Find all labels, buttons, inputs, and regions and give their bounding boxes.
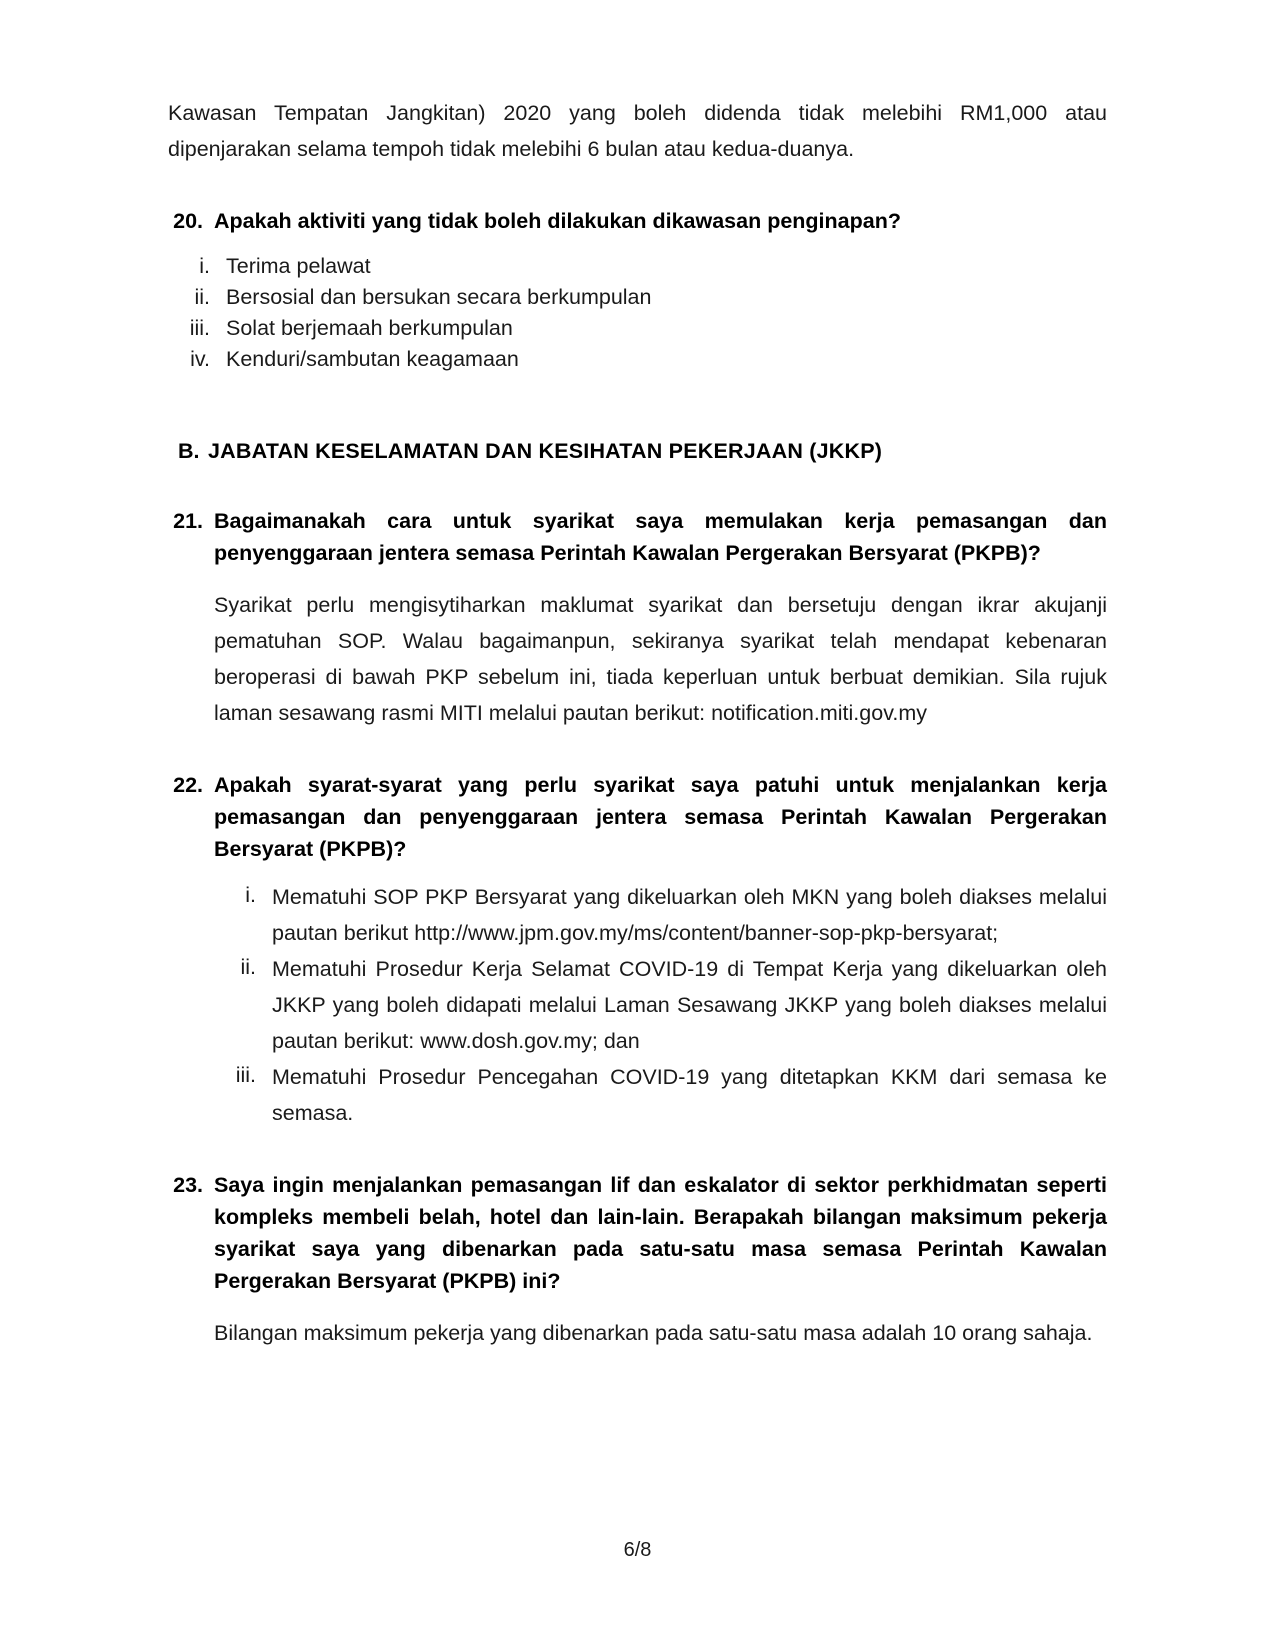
list-text: Mematuhi Prosedur Kerja Selamat COVID-19 di Tempat Kerja yang dikeluarkan oleh JKKP yang boleh didapati melalui Laman Sesawang JKKP yang boleh diakses melalui pautan berikut: www.dosh.gov.my; dan (272, 957, 1107, 1053)
list-marker: iii. (189, 316, 210, 340)
question-21-answer: Syarikat perlu mengisytiharkan maklumat syarikat dan bersetuju dengan ikrar akujanji pematuhan SOP. Walau bagaimanpun, sekiranya syarikat telah mendapat kebenaran beroperasi di bawah PKP sebelum ini, tiada keperluan untuk berbuat demikian. Sila rujuk laman sesawang rasmi MITI melalui pautan berikut: notification.miti.gov.my (214, 593, 1107, 725)
list-text: Mematuhi Prosedur Pencegahan COVID-19 yang ditetapkan KKM dari semasa ke semasa. (272, 1065, 1107, 1125)
question-22 (168, 769, 1107, 865)
question-number: 23. (173, 1173, 203, 1197)
question-text: Bagaimanakah cara untuk syarikat saya memulakan kerja pemasangan dan penyenggaraan jentera semasa Perintah Kawalan Pergerakan Bersyarat (PKPB)? (214, 509, 1107, 565)
question-23-answer: Bilangan maksimum pekerja yang dibenarkan pada satu-satu masa adalah 10 orang sahaja. (214, 1321, 1093, 1345)
question-22-list (214, 879, 1107, 1131)
question-text: Saya ingin menjalankan pemasangan lif dan eskalator di sektor perkhidmatan seperti kompleks membeli belah, hotel dan lain-lain. Berapakah bilangan maksimum pekerja syarikat saya yang dibenarkan pada satu-satu masa semasa Perintah Kawalan Pergerakan Bersyarat (PKPB) ini? (214, 1173, 1107, 1293)
list-text: Mematuhi SOP PKP Bersyarat yang dikeluarkan oleh MKN yang boleh diakses melalui pautan berikut http://www.jpm.gov.my/ms/content/banner-sop-pkp-bersyarat; (272, 885, 1107, 945)
section-letter: B. (178, 439, 200, 463)
section-heading-b (178, 435, 1107, 467)
question-number: 22. (173, 773, 203, 797)
list-text: Kenduri/sambutan keagamaan (226, 347, 519, 371)
question-number: 21. (173, 509, 203, 533)
list-item (168, 313, 1107, 344)
list-marker: i. (245, 883, 256, 907)
list-marker: iii. (235, 1063, 256, 1087)
list-item (168, 282, 1107, 313)
list-text: Bersosial dan bersukan secara berkumpulan (226, 285, 652, 309)
list-marker: ii. (194, 285, 210, 309)
question-20-list (168, 251, 1107, 375)
list-text: Terima pelawat (226, 254, 371, 278)
question-text: Apakah syarat-syarat yang perlu syarikat saya patuhi untuk menjalankan kerja pemasangan dan penyenggaraan jentera semasa Perintah Kawalan Pergerakan Bersyarat (PKPB)? (214, 773, 1107, 861)
section-title: JABATAN KESELAMATAN DAN KESIHATAN PEKERJAAN (JKKP) (208, 439, 883, 463)
list-marker: i. (199, 254, 210, 278)
question-20 (168, 205, 1107, 237)
list-marker: iv. (190, 347, 210, 371)
list-text: Solat berjemaah berkumpulan (226, 316, 513, 340)
question-21 (168, 505, 1107, 569)
continued-paragraph: Kawasan Tempatan Jangkitan) 2020 yang boleh didenda tidak melebihi RM1,000 atau dipenjarakan selama tempoh tidak melebihi 6 bulan atau kedua-duanya. (168, 101, 1107, 161)
question-text: Apakah aktiviti yang tidak boleh dilakukan dikawasan penginapan? (214, 209, 901, 233)
page-number: 6/8 (623, 1539, 652, 1561)
list-item (168, 251, 1107, 282)
list-item (214, 879, 1107, 951)
list-item (214, 951, 1107, 1059)
question-23 (168, 1169, 1107, 1297)
list-item (168, 344, 1107, 375)
list-marker: ii. (240, 955, 256, 979)
list-item (214, 1059, 1107, 1131)
question-number: 20. (173, 209, 203, 233)
